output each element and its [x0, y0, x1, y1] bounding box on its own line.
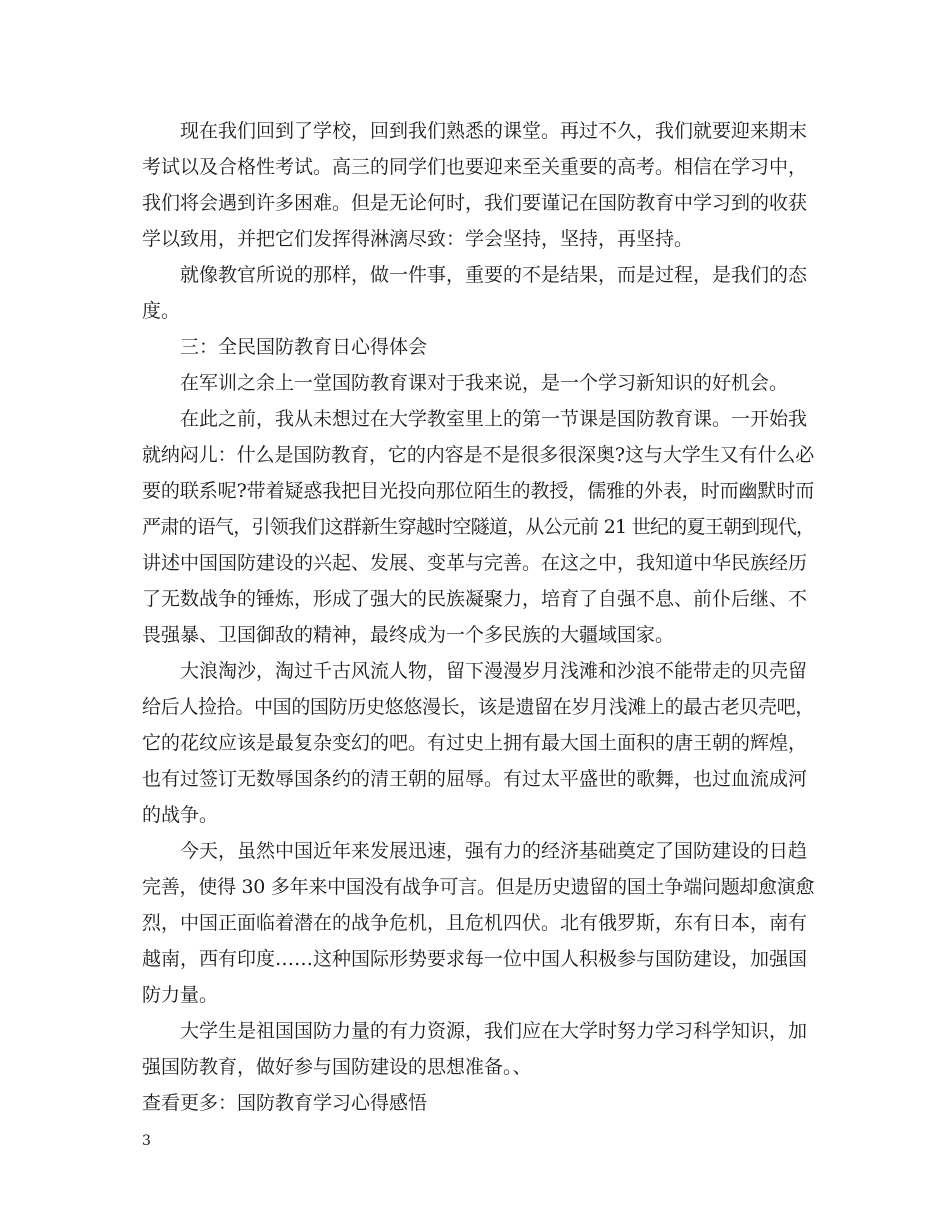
text-line: 今天，虽然中国近年来发展迅速，强有力的经济基础奠定了国防建设的日趋: [180, 840, 808, 862]
text-line: 大学生是祖国国防力量的有力资源，我们应在大学时努力学习科学知识，加: [180, 1020, 808, 1042]
text-line: 畏强暴、卫国御敌的精神，最终成为一个多民族的大疆域国家。: [142, 624, 675, 646]
text-line: 在此之前，我从未想过在大学教室里上的第一节课是国防教育课。一开始我: [180, 408, 808, 430]
text-line: 越南，西有印度……这种国际形势要求每一位中国人积极参与国防建设，加强国: [142, 948, 808, 970]
text-line: 学以致用，并把它们发挥得淋漓尽致：学会坚持，坚持，再坚持。: [142, 228, 694, 250]
text-line: 了无数战争的锤炼，形成了强大的民族凝聚力，培育了自强不息、前仆后继、不: [142, 588, 808, 610]
document-body: [142, 113, 814, 1121]
text-line: 的战争。: [142, 804, 219, 826]
page-number: 3: [142, 1133, 151, 1149]
text-line: 讲述中国国防建设的兴起、发展、变革与完善。在这之中，我知道中华民族经历: [142, 552, 808, 574]
text-line: 就像教官所说的那样，做一件事，重要的不是结果，而是过程，是我们的态: [180, 264, 808, 286]
text-line: 三：全民国防教育日心得体会: [180, 336, 428, 358]
text-line: 烈，中国正面临着潜在的战争危机，且危机四伏。北有俄罗斯，东有日本，南有: [142, 912, 808, 934]
text-line: 大浪淘沙，淘过千古风流人物，留下漫漫岁月浅滩和沙浪不能带走的贝壳留: [180, 660, 808, 682]
text-line: 考试以及合格性考试。高三的同学们也要迎来至关重要的高考。相信在学习中，: [142, 156, 808, 178]
text-line: 就纳闷儿：什么是国防教育，它的内容是不是很多很深奥?这与大学生又有什么必: [142, 444, 815, 466]
text-line: 也有过签订无数辱国条约的清王朝的屈辱。有过太平盛世的歌舞，也过血流成河: [142, 768, 808, 790]
text-line: 它的花纹应该是最复杂变幻的吧。有过史上拥有最大国土面积的唐王朝的辉煌，: [142, 732, 808, 754]
text-line: 给后人捡拾。中国的国防历史悠悠漫长，该是遗留在岁月浅滩上的最古老贝壳吧，: [142, 696, 815, 718]
text-line: 强国防教育，做好参与国防建设的思想准备。、: [142, 1056, 532, 1078]
text-line: 严肃的语气，引领我们这群新生穿越时空隧道，从公元前 21 世纪的夏王朝到现代，: [142, 516, 815, 538]
text-line: 查看更多：国防教育学习心得感悟: [142, 1092, 428, 1114]
text-line: 我们将会遇到许多困难。但是无论何时，我们要谨记在国防教育中学习到的收获: [142, 192, 808, 214]
text-line: 防力量。: [142, 984, 219, 1006]
text-line: 要的联系呢?带着疑惑我把目光投向那位陌生的教授，儒雅的外表，时而幽默时而: [142, 480, 815, 502]
text-line: 完善，使得 30 多年来中国没有战争可言。但是历史遗留的国土争端问题却愈演愈: [142, 876, 815, 898]
text-line: 在军训之余上一堂国防教育课对于我来说，是一个学习新知识的好机会。: [180, 372, 789, 394]
text-line: 度。: [142, 300, 181, 322]
text-line: 现在我们回到了学校，回到我们熟悉的课堂。再过不久，我们就要迎来期末: [180, 120, 808, 142]
